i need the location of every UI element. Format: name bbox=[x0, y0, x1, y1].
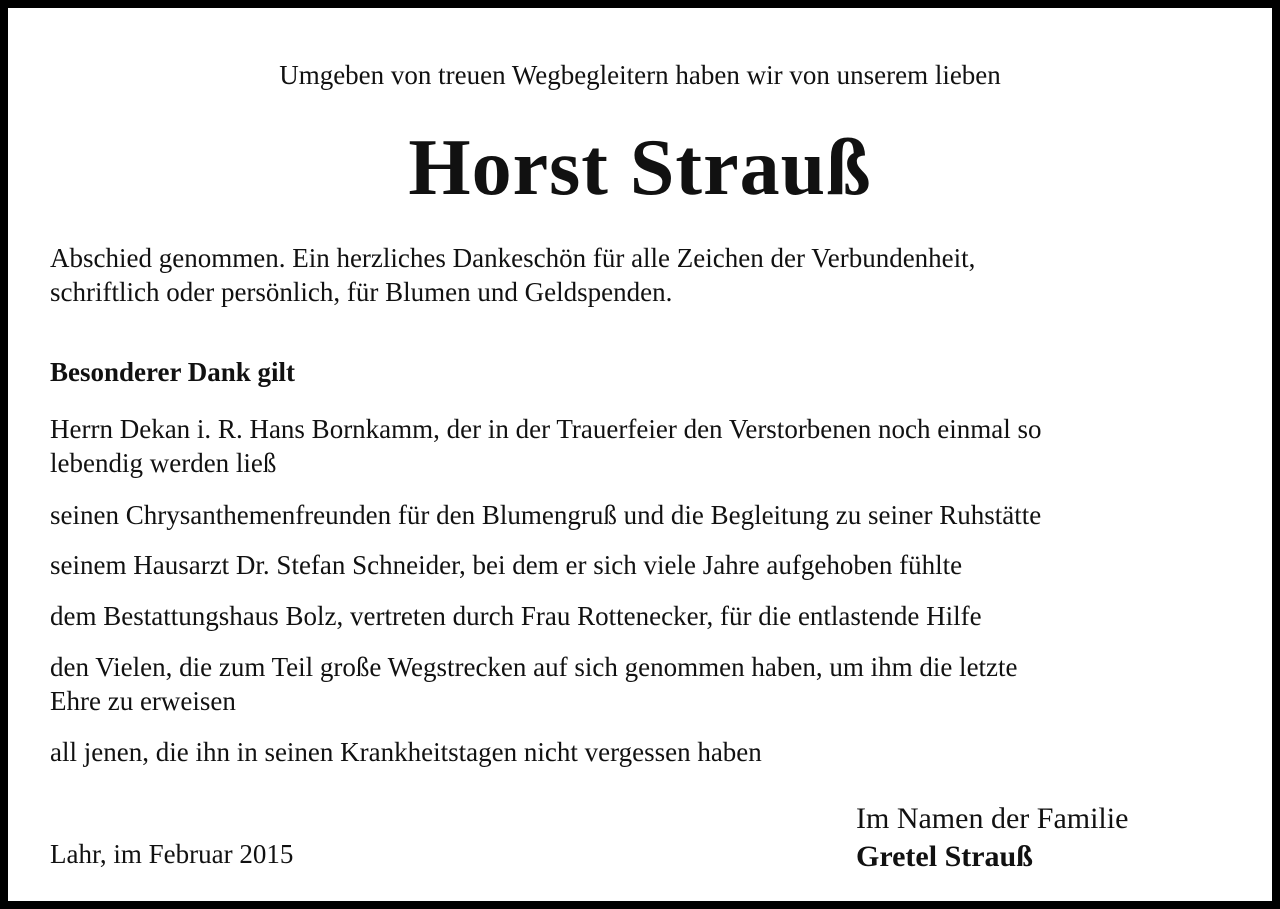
thanks-item bbox=[50, 412, 1250, 480]
signature-line: Im Namen der Familie bbox=[856, 802, 1129, 835]
thanks-line: Ehre zu erweisen bbox=[50, 686, 236, 716]
thanks-item bbox=[50, 599, 1250, 633]
farewell-line: schriftlich oder persönlich, für Blumen und Geldspenden. bbox=[50, 277, 673, 307]
intro-text: Umgeben von treuen Wegbegleitern haben wir von unserem lieben bbox=[279, 60, 1001, 90]
thanks-item bbox=[50, 735, 1250, 769]
thanks-item bbox=[50, 650, 1250, 718]
thanks-item bbox=[50, 498, 1250, 532]
signer-name: Gretel Strauß bbox=[856, 840, 1033, 873]
signature-block bbox=[856, 800, 1128, 876]
farewell-line: Abschied genommen. Ein herzliches Dankeschön für alle Zeichen der Verbundenheit, bbox=[50, 243, 976, 273]
thanks-line: seinem Hausarzt Dr. Stefan Schneider, bei dem er sich viele Jahre aufgehoben fühlte bbox=[50, 550, 963, 580]
thanks-heading: Besonderer Dank gilt bbox=[50, 357, 296, 387]
thanks-line: Herrn Dekan i. R. Hans Bornkamm, der in der Trauerfeier den Verstorbenen noch einmal so bbox=[50, 414, 1042, 444]
deceased-name: Horst Strauß bbox=[408, 124, 872, 212]
farewell-paragraph bbox=[50, 241, 1250, 309]
place-date: Lahr, im Februar 2015 bbox=[50, 839, 294, 869]
thanks-item bbox=[50, 548, 1250, 582]
thanks-line: dem Bestattungshaus Bolz, vertreten durch Frau Rottenecker, für die entlastende Hilfe bbox=[50, 601, 982, 631]
thanks-line: all jenen, die ihn in seinen Krankheitstagen nicht vergessen haben bbox=[50, 737, 762, 767]
thanks-line: lebendig werden ließ bbox=[50, 448, 277, 478]
thanks-line: seinen Chrysanthemenfreunden für den Blumengruß und die Begleitung zu seiner Ruhstätte bbox=[50, 500, 1042, 530]
thanks-line: den Vielen, die zum Teil große Wegstrecken auf sich genommen haben, um ihm die letzte bbox=[50, 652, 1018, 682]
